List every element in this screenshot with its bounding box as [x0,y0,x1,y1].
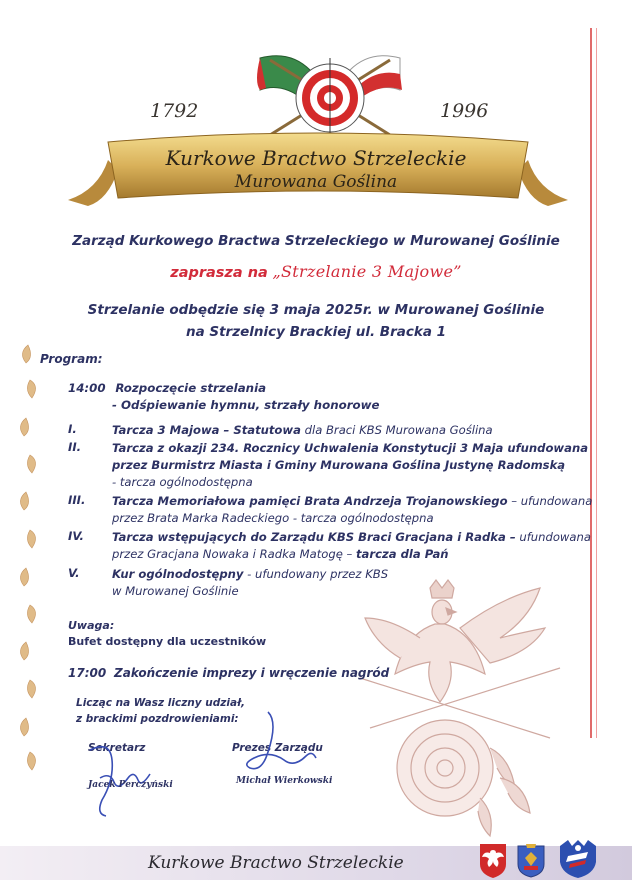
program-item-text: przez Brata Marka Radeckiego - tarcza ogólnodostępna [112,511,434,525]
program-item-bold: Tarcza 3 Majowa – Statutowa [112,423,301,437]
program-item-line [112,474,253,491]
start-sub: - Odśpiewanie hymnu, strzały honorowe [112,398,380,412]
president-role: Prezes Zarządu [232,742,323,754]
footer-text: Kurkowe Bractwo Strzeleckie [148,853,404,873]
program-item-text: w Murowanej Goślinie [112,584,239,598]
closing-line2: z brackimi pozdrowieniami: [76,713,239,725]
end-text: Zakończenie imprezy i wręczenie nagród [114,666,390,680]
start-time: 14:00 [68,381,106,395]
program-item-number: II. [68,440,82,454]
program-item-bold: Kur ogólnodostępny [112,567,244,581]
uwaga-text: Bufet dostępny dla uczestników [68,635,267,648]
program-item-text: dla Braci KBS Murowana Goślina [300,423,493,437]
closing-line1: Licząc na Wasz liczny udział, [76,697,245,709]
year-right: 1996 [440,100,489,122]
end-row [68,666,389,680]
program-item-number: V. [68,566,80,580]
invite-prefix: zaprasza na [170,265,268,281]
program-item-line [112,493,592,510]
program-item-line [112,457,565,474]
program-label: Program: [40,352,103,366]
program-item-number: III. [68,493,86,507]
program-item-line [112,440,588,457]
murowana-goslina-coat-icon [558,838,598,878]
program-item-number: IV. [68,529,84,543]
details-line1: Strzelanie odbędzie się 3 maja 2025r. w Murowanej Goślinie [87,302,545,318]
invite-line [0,262,632,281]
program-item-text: ufundowana [515,530,591,544]
leaf-garland [8,340,50,780]
program-item-bold: Tarcza Memoriałowa pamięci Brata Andrzeja Trojanowskiego [112,494,508,508]
program-item-line [112,566,388,583]
program-item-bold: Tarcza wstępujących do Zarządu KBS Braci Gracjana i Radka – [112,530,516,544]
program-item-text: – ufundowana [507,494,593,508]
secretary-name: Jacek Perczyński [88,780,173,790]
banner-line1: Kurkowe Bractwo Strzeleckie [165,146,467,170]
end-time: 17:00 [68,666,107,680]
program-item-line [112,583,239,600]
eagle-emblem [350,578,580,838]
right-border-line [590,28,592,738]
year-left: 1792 [150,100,199,122]
program-item-text: - tarcza ogólnodostępna [112,475,253,489]
poland-eagle-icon [478,842,508,878]
invite-title: „Strzelanie 3 Majowe” [272,262,462,281]
president-name: Michał Wierkowski [236,776,333,786]
program-item-bold: Tarcza z okazji 234. Rocznicy Uchwalenia Konstytucji 3 Maja ufundowana [112,441,589,455]
program-item-line [112,510,434,527]
program-item-text: przez Gracjana Nowaka i Radka Matogę – [112,547,357,561]
right-border-line-thin [596,28,597,738]
program-item-line [112,529,591,546]
secretary-role: Sekretarz [88,742,146,754]
organizer-header: Zarząd Kurkowego Bractwa Strzeleckiego w Murowanej Goślinie [72,233,560,249]
banner-line2: Murowana Goślina [234,172,398,192]
program-item-bold: tarcza dla Pań [356,547,449,561]
greater-poland-coat-icon [516,842,546,878]
secretary-signature [70,730,180,820]
start-text: Rozpoczęcie strzelania [115,381,267,395]
program-item-number: I. [68,422,77,436]
details-line2: na Strzelnicy Brackiej ul. Bracka 1 [185,324,447,340]
program-item-line [112,422,493,439]
gold-banner-ribbon [68,130,568,212]
program-item-bold: przez Burmistrz Miasta i Gminy Murowana Goślina Justynę Radomską [112,458,566,472]
uwaga-label: Uwaga: [68,619,115,632]
program-item-text: - ufundowany przez KBS [243,567,389,581]
start-row [68,381,266,395]
program-item-line [112,546,449,563]
